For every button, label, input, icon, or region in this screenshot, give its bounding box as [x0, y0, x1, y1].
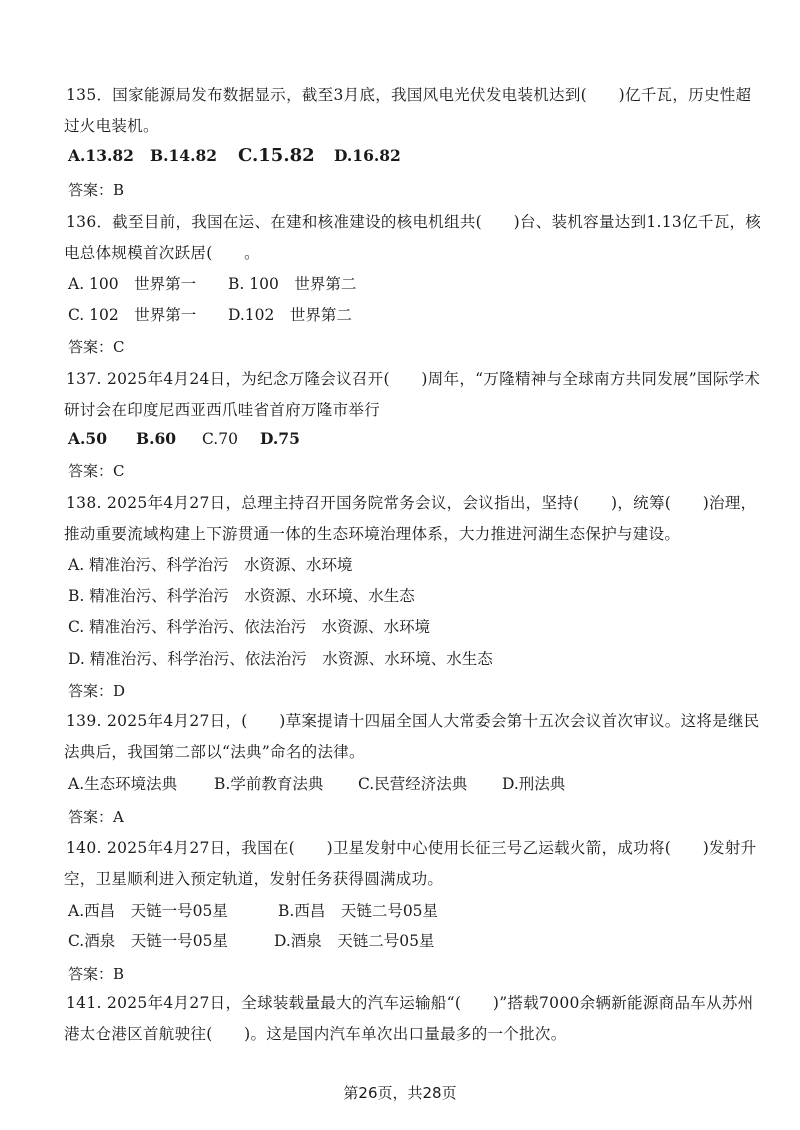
options-140-row2 — [68, 927, 758, 955]
option-b: B.60 — [136, 429, 177, 448]
option-b: B.14.82 — [150, 146, 218, 165]
question-137: 137. 2025年4月24日，为纪念万隆会议召开( )周年，“万隆精神与全球南方共同发展”国际学术研讨会在印度尼西亚西爪哇省首府万隆市举行 — [64, 370, 761, 419]
option-a: A. 100 世界第一 — [68, 275, 197, 293]
option-138-b — [68, 582, 758, 610]
option-138-c — [68, 613, 758, 641]
option-a: A.13.82 — [68, 146, 134, 165]
answer-140: 答案：B — [68, 965, 125, 983]
option-a: A.西昌 天链一号05星 — [68, 902, 228, 920]
question-140: 140. 2025年4月27日，我国在( )卫星发射中心使用长征三号乙运载火箭，成功将( )发射升空，卫星顺利进入预定轨道，发射任务获得圆满成功。 — [64, 839, 757, 888]
answer-138: 答案：D — [68, 682, 126, 700]
option-d: D.酒泉 天链二号05星 — [274, 932, 435, 950]
option-a: A.生态环境法典 — [68, 775, 178, 793]
option-c: C.酒泉 天链一号05星 — [68, 932, 228, 950]
option-d: D. 精准治污、科学治污、依法治污 水资源、水环境、水生态 — [68, 650, 493, 668]
option-c: C. 精准治污、科学治污、依法治污 水资源、水环境 — [68, 618, 431, 636]
options-136-row2 — [68, 301, 758, 329]
answer-136: 答案：C — [68, 338, 125, 356]
page-number-footer: 第26页，共28页 — [343, 1084, 457, 1102]
option-c: C.15.82 — [238, 145, 315, 166]
option-c: C.70 — [202, 430, 238, 448]
option-b: B. 精准治污、科学治污 水资源、水环境、水生态 — [68, 587, 415, 605]
option-a: A. 精准治污、科学治污 水资源、水环境 — [68, 556, 353, 574]
answer-139: 答案：A — [68, 808, 124, 826]
option-d: D.75 — [260, 429, 300, 448]
question-141: 141. 2025年4月27日，全球装载量最大的汽车运输船“( )”搭载7000余辆新能源商品车从苏州港太仓港区首航驶往( )。这是国内汽车单次出口量最多的一个批次。 — [64, 994, 754, 1043]
question-135: 135．国家能源局发布数据显示，截至3月底，我国风电光伏发电装机达到( )亿千瓦，历史性超过火电装机。 — [64, 86, 752, 135]
option-c: C.民营经济法典 — [358, 775, 468, 793]
question-138: 138. 2025年4月27日，总理主持召开国务院常务会议，会议指出，坚持( )，统筹( )治理，推动重要流域构建上下游贯通一体的生态环境治理体系，大力推进河湖生态保护与建设。 — [64, 494, 757, 543]
option-d: D.16.82 — [334, 146, 401, 165]
option-a: A.50 — [68, 429, 107, 448]
option-d: D.刑法典 — [502, 775, 566, 793]
option-d: D.102 世界第二 — [228, 306, 352, 324]
option-b: B.西昌 天链二号05星 — [278, 902, 439, 920]
options-135 — [68, 142, 758, 170]
option-b: B.学前教育法典 — [214, 775, 324, 793]
question-139: 139. 2025年4月27日，( )草案提请十四届全国人大常委会第十五次会议首次审议。这将是继民法典后，我国第二部以“法典”命名的法律。 — [64, 712, 760, 761]
answer-137: 答案：C — [68, 462, 125, 480]
options-137 — [68, 425, 758, 453]
answer-135: 答案：B — [68, 181, 125, 199]
option-c: C. 102 世界第一 — [68, 306, 197, 324]
option-b: B. 100 世界第二 — [228, 275, 357, 293]
options-136-row1 — [68, 270, 758, 298]
option-138-a — [68, 551, 758, 579]
option-138-d — [68, 645, 758, 673]
question-136: 136．截至目前，我国在运、在建和核准建设的核电机组共( )台、装机容量达到1.13亿千瓦，核电总体规模首次跃居( 。 — [64, 213, 762, 262]
options-140-row1 — [68, 897, 758, 925]
options-139 — [68, 770, 758, 798]
